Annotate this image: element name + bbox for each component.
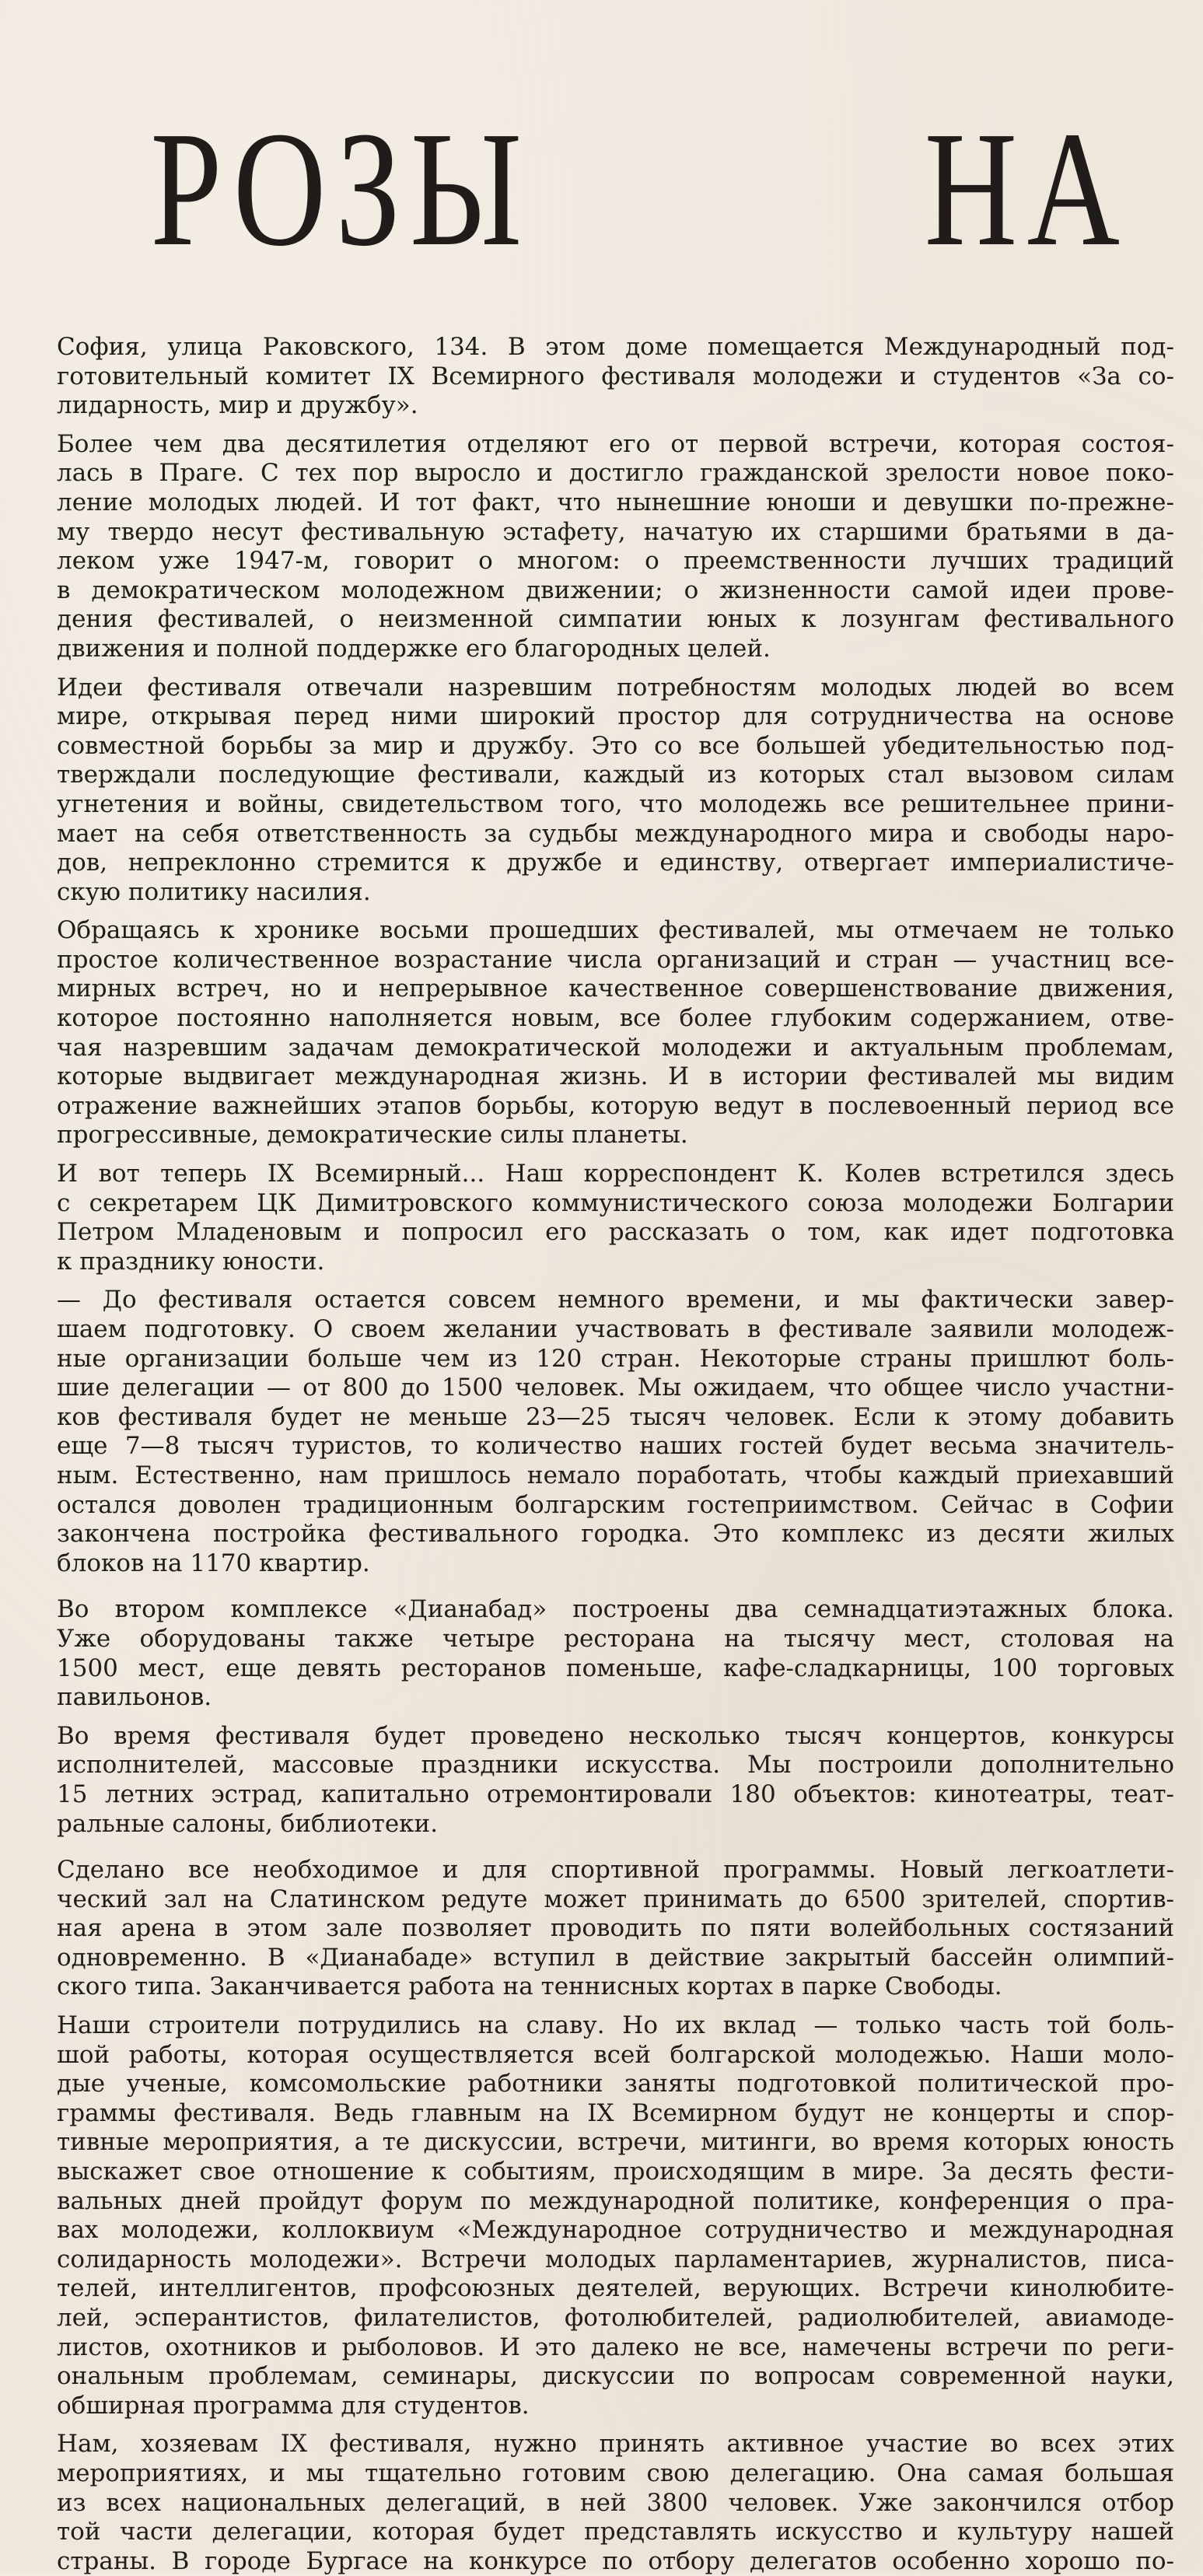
text-line: одновременно. В «Дианабаде» вступил в действие закрытый бассейн олимпий- (57, 1943, 1174, 1972)
text-line: остался доволен традиционным болгарским гостеприимством. Сейчас в Софии (57, 1490, 1174, 1519)
text-line: простое количественное возрастание числа организаций и стран — участниц все- (57, 945, 1174, 974)
text-line: Во время фестиваля будет проведено несколько тысяч концертов, конкурсы (57, 1721, 1174, 1750)
text-line: листов, охотников и рыболовов. И это далеко не все, намечены встречи по реги- (57, 2333, 1174, 2361)
text-line: в демократическом молодежном движении; о жизненности самой идеи прове- (57, 576, 1174, 604)
text-line: Во втором комплексе «Дианабад» построены два семнадцатиэтажных блока. (57, 1595, 1174, 1624)
text-line: шие делегации — от 800 до 1500 человек. Мы ожидаем, что общее число участни- (57, 1374, 1174, 1402)
article-paragraph (33, 916, 1174, 1150)
text-line: шой работы, которая осуществляется всей болгарской молодежью. Наши моло- (57, 2040, 1174, 2069)
text-line: той части делегации, которая будет представлять искусство и культуру нашей (57, 2518, 1174, 2546)
text-line: ным. Естественно, нам пришлось немало поработать, чтобы каждый приехавший (57, 1461, 1174, 1489)
text-line: выскажет свое отношение к событиям, происходящим в мире. За десять фести- (57, 2158, 1174, 2186)
text-line: 15 летних эстрад, капитально отремонтировали 180 объектов: кинотеатры, теат- (57, 1780, 1174, 1808)
text-line: Сделано все необходимое и для спортивной программы. Новый легкоатлети- (57, 1856, 1174, 1885)
text-line: мает на себя ответственность за судьбы международного мира и свободы наро- (57, 819, 1174, 848)
text-line: движения и полной поддержке его благородных целей. (57, 634, 771, 663)
article-body (33, 333, 1174, 2576)
text-line: лей, эсперантистов, филателистов, фотолюбителей, радиолюбителей, авиамоде- (57, 2304, 1174, 2332)
text-line: И вот теперь IX Всемирный... Наш корреспондент К. Колев встретился здесь (57, 1160, 1174, 1188)
text-line: солидарность молодежи». Встречи молодых парламентариев, журналистов, писа- (57, 2245, 1174, 2273)
text-line: дые ученые, комсомольские работники заняты подготовкой политической про- (57, 2070, 1174, 2098)
text-line: Идеи фестиваля отвечали назревшим потребностям молодых людей во всем (57, 673, 1174, 702)
text-line: лидарность, мир и дружбу». (57, 391, 418, 420)
text-line: вах молодежи, коллоквиум «Международное сотрудничество и международная (57, 2216, 1174, 2245)
text-line: Петром Младеновым и попросил его рассказать о том, как идет подготовка (57, 1218, 1174, 1247)
text-line: угнетения и войны, свидетельством того, что молодежь все решительнее прини- (57, 789, 1174, 818)
article-paragraph (33, 1856, 1174, 2002)
article-paragraph (33, 333, 1174, 421)
text-line: павильонов. (57, 1683, 212, 1712)
text-line: лась в Праге. С тех пор выросло и достигло гражданской зрелости новое поко- (57, 459, 1174, 488)
text-line: ского типа. Заканчивается работа на теннисных кортах в парке Свободы. (57, 1972, 1002, 2001)
text-line: Обращаясь к хронике восьми прошедших фестивалей, мы отмечаем не только (57, 916, 1174, 945)
text-line: — До фестиваля остается совсем немного времени, и мы фактически завер- (57, 1286, 1174, 1314)
text-line: из всех национальных делегаций, в ней 3800 человек. Уже закончился отбор (57, 2488, 1174, 2517)
text-line: мире, открывая перед ними широкий простор для сотрудничества на основе (57, 702, 1174, 731)
text-line: которые выдвигает международная жизнь. И в истории фестивалей мы видим (57, 1062, 1174, 1091)
text-line: Наши строители потрудились на славу. Но их вклад — только часть той боль- (57, 2011, 1174, 2040)
article-headline (0, 97, 1130, 280)
text-line: ческий зал на Слатинском редуте может принимать до 6500 зрителей, спортив- (57, 1885, 1174, 1913)
text-line: Уже оборудованы также четыре ресторана на тысячу мест, столовая на (57, 1624, 1174, 1653)
text-line: отражение важнейших этапов борьбы, которую ведут в послевоенный период все (57, 1091, 1174, 1120)
text-line: обширная программа для студентов. (57, 2391, 530, 2420)
article-paragraph (33, 2430, 1174, 2576)
article-paragraph (33, 674, 1174, 908)
text-line: с секретарем ЦК Димитровского коммунистического союза молодежи Болгарии (57, 1188, 1174, 1217)
text-line: блоков на 1170 квартир. (57, 1549, 370, 1577)
text-line: шаем подготовку. О своем желании участвовать в фестивале заявили молодеж- (57, 1315, 1174, 1343)
text-line: тверждали последующие фестивали, каждый из которых стал вызовом силам (57, 761, 1174, 789)
text-line: дов, непреклонно стремится к дружбе и единству, отвергает империалистиче- (57, 849, 1174, 877)
article-paragraph (33, 1595, 1174, 1712)
text-line: чая назревшим задачам демократической молодежи и актуальным проблемам, (57, 1033, 1174, 1062)
text-line: 1500 мест, еще девять ресторанов поменьше, кафе-сладкарницы, 100 торговых (57, 1654, 1174, 1682)
text-line: тивные мероприятия, а те дискуссии, встречи, митинги, во время которых юность (57, 2128, 1174, 2157)
text-line: му твердо несут фестивальную эстафету, начатую их старшими братьями в да- (57, 517, 1174, 546)
text-line: ральные салоны, библиотеки. (57, 1809, 439, 1838)
article-paragraph (33, 1286, 1174, 1578)
text-line: еще 7—8 тысяч туристов, то количество наших гостей будет весьма значитель- (57, 1432, 1174, 1461)
text-line: мирных встреч, но и непрерывное качественное совершенствование движения, (57, 975, 1174, 1003)
text-line: страны. В городе Бургасе на конкурсе по отбору делегатов особенно хорошо по- (57, 2546, 1174, 2575)
text-line: ная арена в этом зале позволяет проводить по пяти волейбольных состязаний (57, 1914, 1174, 1943)
text-line: закончена постройка фестивального городка. Это комплекс из десяти жилых (57, 1520, 1174, 1549)
text-line: леком уже 1947-м, говорит о многом: о преемственности лучших традиций (57, 547, 1174, 576)
headline-word-2: НА (924, 97, 1130, 280)
text-line: совместной борьбы за мир и дружбу. Это со все большей убедительностью под- (57, 731, 1174, 760)
text-line: София, улица Раковского, 134. В этом доме помещается Международный под- (57, 333, 1174, 361)
text-line: готовительный комитет IX Всемирного фестиваля молодежи и студентов «За со- (57, 362, 1174, 390)
text-line: к празднику юности. (57, 1247, 325, 1276)
text-line: Более чем два десятилетия отделяют его от первой встречи, которая состоя- (57, 429, 1174, 458)
text-line: ков фестиваля будет не меньше 23—25 тысяч человек. Если к этому добавить (57, 1402, 1174, 1431)
article-paragraph (33, 2011, 1174, 2420)
text-line: мероприятиях, и мы тщательно готовим свою делегацию. Она самая большая (57, 2459, 1174, 2487)
text-line: ление молодых людей. И тот факт, что нынешние юноши и девушки по-прежне- (57, 488, 1174, 516)
text-line: граммы фестиваля. Ведь главным на IX Всемирном будут не концерты и спор- (57, 2098, 1174, 2127)
text-line: которое постоянно наполняется новым, все более глубоким содержанием, отве- (57, 1004, 1174, 1033)
headline-word-1: РОЗЫ (150, 97, 532, 280)
text-line: дения фестивалей, о неизменной симпатии юных к лозунгам фестивального (57, 605, 1174, 634)
text-line: ональным проблемам, семинары, дискуссии по вопросам современной науки, (57, 2362, 1174, 2391)
article-paragraph (33, 430, 1174, 664)
text-line: прогрессивные, демократические силы планеты. (57, 1121, 688, 1150)
text-line: исполнителей, массовые праздники искусства. Мы построили дополнительно (57, 1751, 1174, 1780)
text-line: скую политику насилия. (57, 877, 371, 906)
article-paragraph (33, 1722, 1174, 1839)
article-paragraph (33, 1160, 1174, 1276)
text-line: ные организации больше чем из 120 стран. Некоторые страны пришлют боль- (57, 1344, 1174, 1373)
text-line: вальных дней пройдут форум по международной политике, конференция о пра- (57, 2186, 1174, 2215)
text-line: телей, интеллигентов, профсоюзных деятелей, верующих. Встречи кинолюбите- (57, 2274, 1174, 2303)
text-line: Нам, хозяевам IX фестиваля, нужно принять активное участие во всех этих (57, 2430, 1174, 2459)
